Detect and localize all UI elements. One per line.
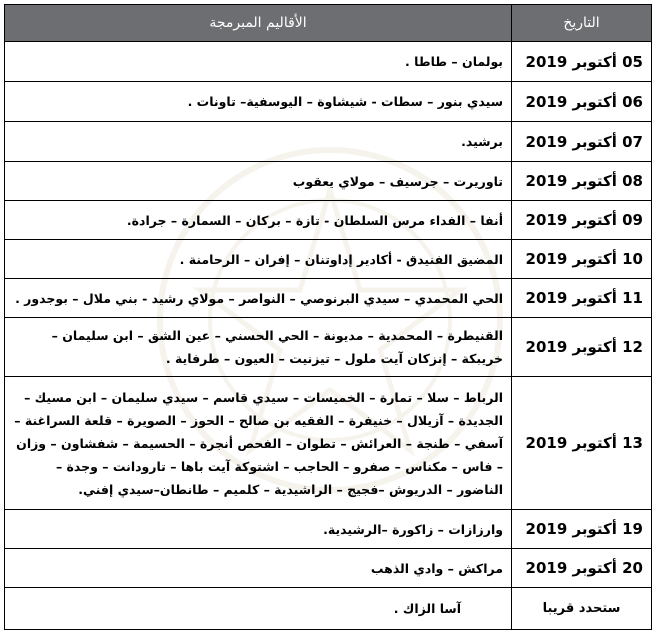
table-row-pending [5, 588, 652, 630]
row-month: أكتوبر [572, 520, 617, 538]
row-month: أكتوبر [572, 211, 617, 229]
row-month: أكتوبر [572, 172, 617, 190]
table-row [5, 82, 652, 122]
row-date [512, 82, 652, 122]
header-row [5, 5, 652, 42]
schedule-table [4, 4, 652, 630]
row-regions: الرباط – سلا – تمارة – الخميسات – سيدي قاسم – سيدي سليمان – ابن مسيك – الجديدة – آزيلال – خنيفرة – الفقيه بن صالح – الحوز – الصويرة – قلعة السراغنة – آسفي – طنجة – العرائش – تطوان – الفحص أنجرة – الحسيمة – شفشاون – وزان – فاس – مكناس – صفرو – الحاجب – اشتوكة آيت باها – تارودانت – وجدة – الناضور – الدريوش –فجيج – الراشيدية – كلميم – طانطان–سيدي إفني. [5, 377, 512, 510]
row-month: أكتوبر [572, 92, 617, 111]
row-day: 08 [622, 172, 643, 190]
row-day: 12 [622, 338, 643, 356]
row-day: 05 [622, 52, 643, 71]
row-regions: أنفا – الفداء مرس السلطان - تازة – بركان – السمارة – جرادة. [5, 201, 512, 240]
row-month: أكتوبر [572, 250, 617, 268]
table-row [5, 377, 652, 510]
row-regions-pending: آسا الزاك . [5, 588, 512, 630]
table-row [5, 162, 652, 201]
row-date [512, 240, 652, 279]
row-year: 2019 [525, 52, 568, 71]
table-row [5, 549, 652, 588]
row-month: أكتوبر [572, 52, 617, 71]
row-regions: برشيد. [5, 122, 512, 162]
row-date [512, 279, 652, 318]
row-year: 2019 [525, 434, 568, 452]
row-date [512, 201, 652, 240]
row-date [512, 318, 652, 377]
row-month: أكتوبر [572, 434, 617, 452]
row-regions: تاوريرت – جرسيف – مولاي يعقوب [5, 162, 512, 201]
row-date [512, 377, 652, 510]
row-regions: مراكش – وادي الذهب [5, 549, 512, 588]
table-row [5, 201, 652, 240]
row-month: أكتوبر [572, 132, 617, 151]
table-row [5, 318, 652, 377]
table-row [5, 279, 652, 318]
row-year: 2019 [525, 559, 568, 577]
row-month: أكتوبر [572, 559, 617, 577]
header-regions: الأقاليم المبرمجة [5, 5, 512, 42]
row-regions: القنيطرة – المحمدية – مديونة – الحي الحسني – عين الشق – ابن سليمان – خريبكة – إنزكان آيت ملول – تيزنيت – العيون – طرفاية . [5, 318, 512, 377]
header-date: التاريخ [512, 5, 652, 42]
row-day: 09 [622, 211, 643, 229]
row-year: 2019 [525, 520, 568, 538]
table-row [5, 42, 652, 82]
row-year: 2019 [525, 172, 568, 190]
row-date [512, 42, 652, 82]
row-year: 2019 [525, 132, 568, 151]
row-regions: بولمان – طاطا . [5, 42, 512, 82]
row-day: 11 [622, 289, 643, 307]
row-day: 19 [622, 520, 643, 538]
row-regions: الحي المحمدي – سيدي البرنوصي – النواصر – مولاي رشيد - بني ملال – بوجدور . [5, 279, 512, 318]
row-year: 2019 [525, 92, 568, 111]
row-date [512, 549, 652, 588]
row-day: 07 [622, 132, 643, 151]
row-year: 2019 [525, 211, 568, 229]
row-date [512, 122, 652, 162]
row-day: 06 [622, 92, 643, 111]
row-regions: المضيق الفنيدق - أكادير إداوتنان – إفران – الرحامنة . [5, 240, 512, 279]
row-date [512, 510, 652, 549]
row-regions: وارزازات – زاكورة –الرشيدية. [5, 510, 512, 549]
row-month: أكتوبر [572, 289, 617, 307]
table-row [5, 240, 652, 279]
table-row [5, 510, 652, 549]
row-date [512, 162, 652, 201]
table-row [5, 122, 652, 162]
row-month: أكتوبر [572, 338, 617, 356]
row-year: 2019 [525, 338, 568, 356]
row-date-pending: ستحدد قريبا [512, 588, 652, 630]
row-regions: سيدي بنور – سطات - شيشاوة – اليوسفية– تاونات . [5, 82, 512, 122]
row-day: 10 [622, 250, 643, 268]
row-day: 20 [622, 559, 643, 577]
row-year: 2019 [525, 289, 568, 307]
row-day: 13 [622, 434, 643, 452]
row-year: 2019 [525, 250, 568, 268]
